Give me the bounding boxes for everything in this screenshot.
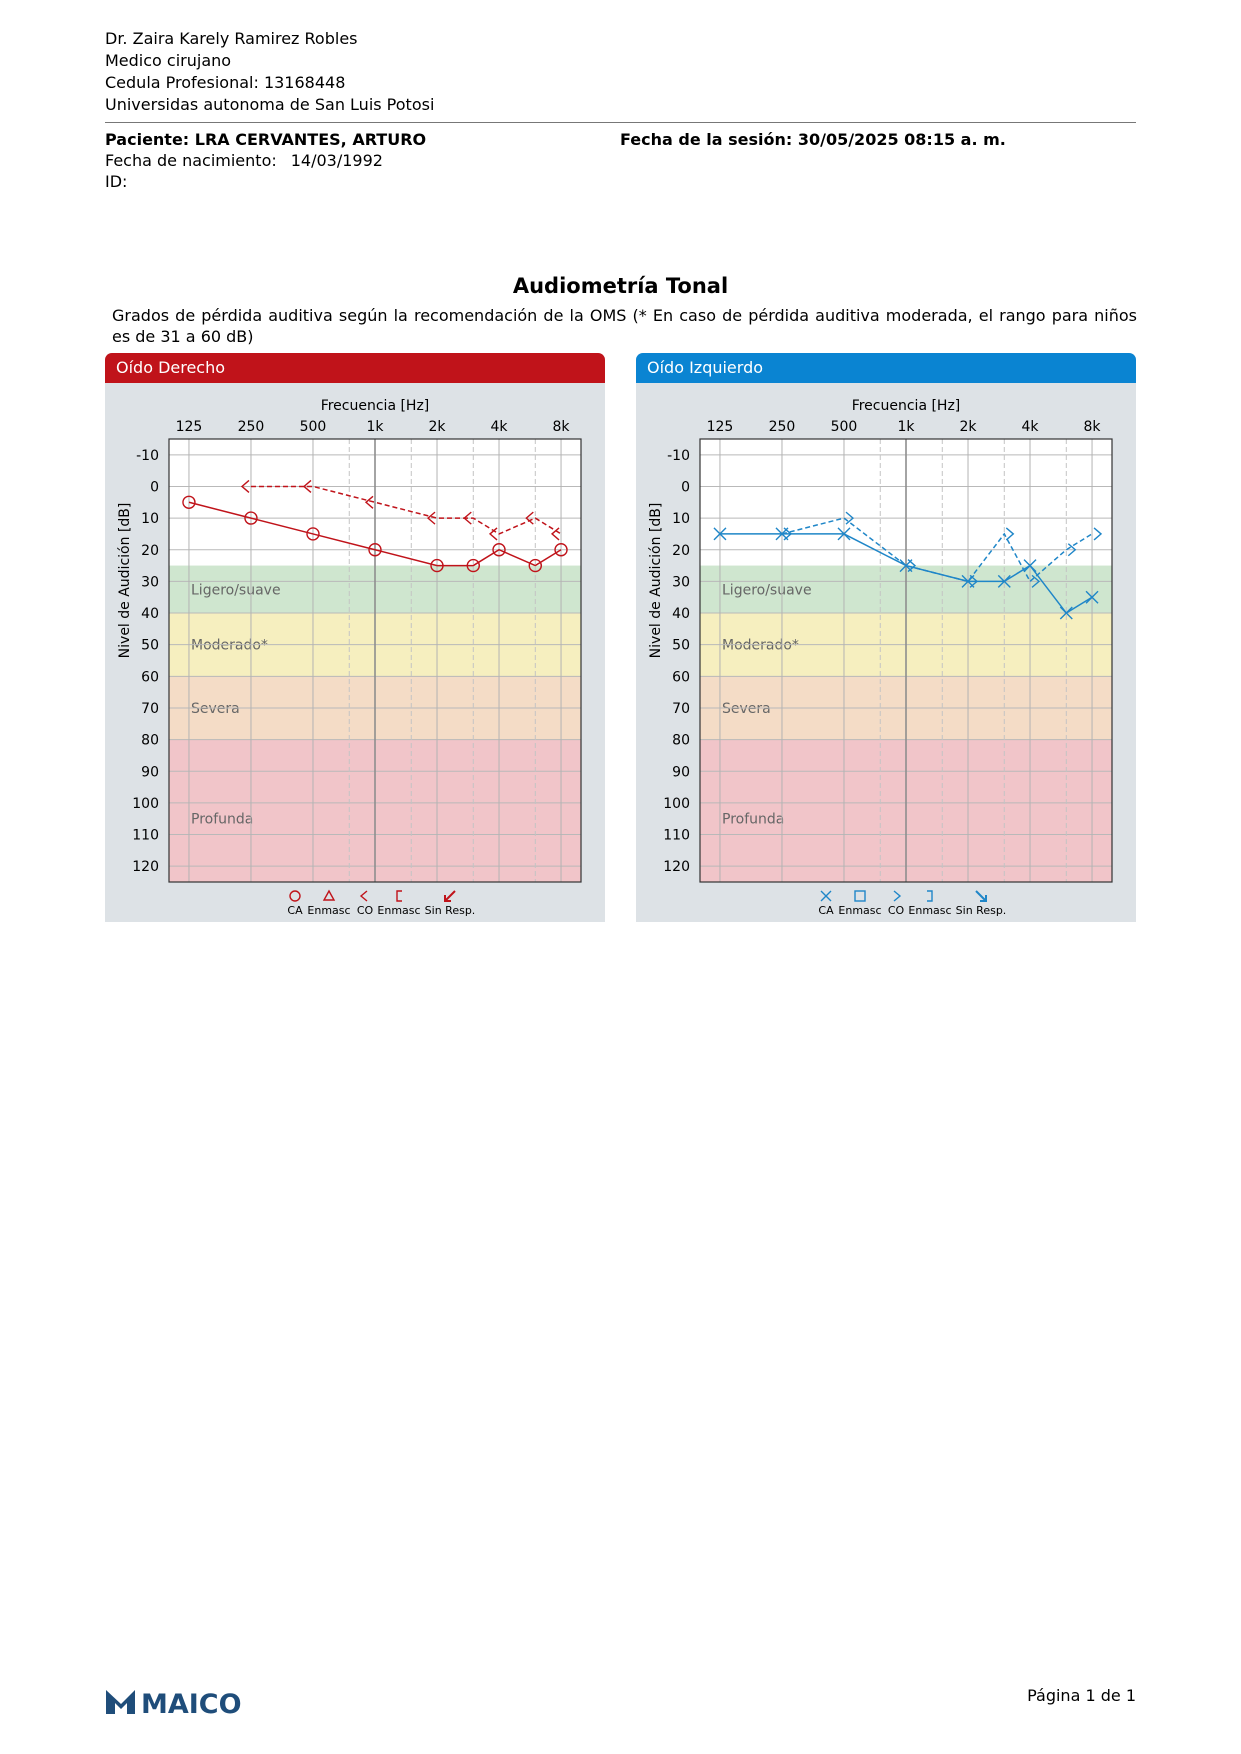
report-subtitle: Grados de pérdida auditiva según la recomendación de la OMS (* En caso de pérdida auditiva moderada, el rango para niños es de 31 a 60 dB) bbox=[112, 306, 1137, 346]
y-tick-label: 60 bbox=[672, 669, 690, 686]
y-tick-label: 70 bbox=[672, 700, 690, 717]
y-tick-label: 0 bbox=[150, 479, 159, 496]
y-tick-label: 90 bbox=[672, 764, 690, 781]
legend-symbol bbox=[855, 891, 865, 901]
band-label: Severa bbox=[722, 700, 771, 717]
logo-text: MAICO bbox=[141, 1689, 242, 1719]
x-tick-label: 125 bbox=[175, 419, 203, 435]
patient-name: Paciente: LRA CERVANTES, ARTURO bbox=[105, 130, 427, 149]
left-ear-audiogram bbox=[636, 383, 1136, 922]
x-tick-label: 250 bbox=[768, 419, 796, 435]
band-label: Profunda bbox=[722, 811, 785, 828]
right-ear-audiogram bbox=[105, 383, 605, 922]
y-tick-label: 20 bbox=[672, 542, 690, 559]
y-tick-label: -10 bbox=[667, 447, 690, 464]
y-tick-label: 70 bbox=[141, 700, 159, 717]
x-tick-label: 8k bbox=[1083, 419, 1101, 435]
header-divider bbox=[105, 122, 1136, 123]
logo-mark bbox=[105, 1685, 255, 1719]
x-tick-label: 500 bbox=[299, 419, 327, 435]
report-title: Audiometría Tonal bbox=[512, 274, 729, 298]
dob-value: 14/03/1992 bbox=[290, 151, 383, 170]
x-axis-title: Frecuencia [Hz] bbox=[851, 398, 961, 414]
x-tick-label: 4k bbox=[1021, 419, 1039, 435]
legend-label: Enmasc bbox=[377, 904, 421, 917]
left-ear-panel bbox=[636, 353, 1136, 922]
legend-label: CO bbox=[887, 904, 905, 917]
legend-symbol bbox=[894, 891, 900, 901]
band-label: Moderado* bbox=[191, 637, 268, 654]
band-label: Ligero/suave bbox=[191, 582, 281, 599]
legend-symbol bbox=[976, 891, 986, 901]
y-tick-label: -10 bbox=[136, 447, 159, 464]
right-ear-panel-title: Oído Derecho bbox=[105, 353, 605, 383]
legend-symbol bbox=[324, 891, 334, 900]
y-tick-label: 30 bbox=[672, 574, 690, 591]
legend-label: Enmasc bbox=[307, 904, 351, 917]
patient-dob bbox=[105, 150, 426, 171]
legend-symbol bbox=[927, 891, 932, 901]
y-tick-label: 40 bbox=[672, 606, 690, 623]
legend-label: Enmasc bbox=[908, 904, 952, 917]
band-label: Ligero/suave bbox=[722, 582, 812, 599]
right-ear-panel bbox=[105, 353, 605, 922]
x-tick-label: 8k bbox=[552, 419, 570, 435]
y-tick-label: 0 bbox=[681, 479, 690, 496]
legend-label: CA bbox=[287, 904, 303, 917]
page-number: Página 1 de 1 bbox=[1027, 1686, 1136, 1705]
y-tick-label: 10 bbox=[672, 511, 690, 528]
y-tick-label: 120 bbox=[132, 859, 159, 876]
doctor-university: Universidas autonoma de San Luis Potosi bbox=[105, 95, 435, 114]
y-tick-label: 100 bbox=[663, 795, 690, 812]
x-tick-label: 2k bbox=[428, 419, 446, 435]
y-tick-label: 60 bbox=[141, 669, 159, 686]
y-tick-label: 100 bbox=[132, 795, 159, 812]
y-tick-label: 50 bbox=[141, 637, 159, 654]
legend-symbol bbox=[445, 891, 455, 901]
y-tick-label: 20 bbox=[141, 542, 159, 559]
x-tick-label: 1k bbox=[366, 419, 384, 435]
y-tick-label: 40 bbox=[141, 606, 159, 623]
legend-symbol bbox=[397, 891, 402, 901]
doctor-name: Dr. Zaira Karely Ramirez Robles bbox=[105, 29, 358, 48]
y-tick-label: 80 bbox=[141, 732, 159, 749]
doctor-license: Cedula Profesional: 13168448 bbox=[105, 73, 346, 92]
legend-label: Sin Resp. bbox=[955, 904, 1007, 917]
maico-logo bbox=[105, 1685, 255, 1723]
y-tick-label: 30 bbox=[141, 574, 159, 591]
left-ear-panel-title: Oído Izquierdo bbox=[636, 353, 1136, 383]
x-tick-label: 2k bbox=[959, 419, 977, 435]
dob-label: Fecha de nacimiento: bbox=[105, 151, 277, 170]
legend-label: CO bbox=[356, 904, 374, 917]
patient-info bbox=[105, 129, 426, 192]
x-tick-label: 4k bbox=[490, 419, 508, 435]
legend-label: CA bbox=[818, 904, 834, 917]
y-axis-title: Nivel de Audición [dB] bbox=[648, 502, 664, 659]
doctor-specialty: Medico cirujano bbox=[105, 51, 232, 70]
x-tick-label: 250 bbox=[237, 419, 265, 435]
y-tick-label: 110 bbox=[132, 827, 159, 844]
band-label: Profunda bbox=[191, 811, 254, 828]
x-tick-label: 125 bbox=[706, 419, 734, 435]
legend-label: Enmasc bbox=[838, 904, 882, 917]
legend-symbol bbox=[361, 891, 367, 901]
band-label: Moderado* bbox=[722, 637, 799, 654]
doctor-info bbox=[105, 28, 434, 116]
legend-label: Sin Resp. bbox=[424, 904, 476, 917]
session-date: Fecha de la sesión: 30/05/2025 08:15 a. m. bbox=[620, 130, 1006, 149]
legend-symbol bbox=[290, 891, 300, 901]
legend-symbol bbox=[821, 891, 831, 901]
y-tick-label: 80 bbox=[672, 732, 690, 749]
y-tick-label: 50 bbox=[672, 637, 690, 654]
x-tick-label: 1k bbox=[897, 419, 915, 435]
y-axis-title: Nivel de Audición [dB] bbox=[117, 502, 133, 659]
y-tick-label: 110 bbox=[663, 827, 690, 844]
x-tick-label: 500 bbox=[830, 419, 858, 435]
y-tick-label: 120 bbox=[663, 859, 690, 876]
y-tick-label: 90 bbox=[141, 764, 159, 781]
x-axis-title: Frecuencia [Hz] bbox=[320, 398, 430, 414]
band-label: Severa bbox=[191, 700, 240, 717]
patient-id: ID: bbox=[105, 172, 128, 191]
y-tick-label: 10 bbox=[141, 511, 159, 528]
